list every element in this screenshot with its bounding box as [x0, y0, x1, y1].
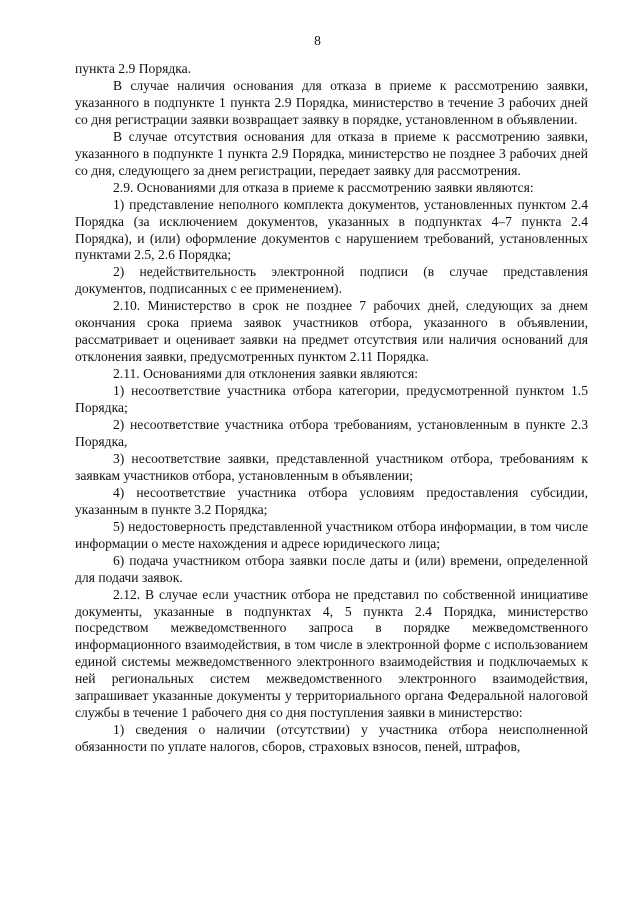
document-body: [75, 61, 588, 756]
paragraph: 6) подача участником отбора заявки после даты и (или) времени, определенной для подачи заявок.: [75, 552, 588, 585]
paragraph: 1) сведения о наличии (отсутствии) у участника отбора неисполненной обязанности по уплате налогов, сборов, страховых взносов, пеней, штрафов,: [75, 722, 588, 755]
paragraph: 2.10. Министерство в срок не позднее 7 рабочих дней, следующих за днем окончания срока приема заявок участников отбора, указанного в объявлении, рассматривает и оценивает заявки на предмет отсутствия или наличия оснований для отклонения заявки, предусмотренных пунктом 2.11 Порядка.: [75, 298, 588, 365]
paragraph: 3) несоответствие заявки, представленной участником отбора, требованиям к заявкам участников отбора, установленным в объявлении;: [75, 450, 588, 483]
paragraph: пункта 2.9 Порядка.: [75, 61, 192, 76]
paragraph: 2) несоответствие участника отбора требованиям, установленным в пункте 2.3 Порядка,: [75, 417, 588, 449]
paragraph: 2.11. Основаниями для отклонения заявки являются:: [113, 366, 418, 382]
paragraph: 5) недостоверность представленной участником отбора информации, в том числе информации о месте нахождения и адресе юридического лица;: [75, 518, 588, 551]
paragraph: 2.9. Основаниями для отказа в приеме к рассмотрению заявки являются:: [113, 179, 534, 195]
paragraph: 1) представление неполного комплекта документов, установленных пунктом 2.4 Порядка (за исключением документов, указанных в подпунктах 4–7 пункта 2.4 Порядка), и (или) оформление документов с нарушением требований, установленных пунктами 2.5, 2.6 Порядка;: [75, 196, 588, 263]
page-number: 8: [314, 33, 321, 48]
paragraph: В случае отсутствия основания для отказа в приеме к рассмотрению заявки, указанного в подпункте 1 пункта 2.9 Порядка, министерство не позднее 3 рабочих дней со дня, следующего за днем регистрации, передает заявку для рассмотрения.: [75, 128, 588, 178]
paragraph: 2.12. В случае если участник отбора не представил по собственной инициативе документы, указанные в подпунктах 4, 5 пункта 2.4 Порядка, министерство посредством межведомственного запроса в порядке межведомственного информационного взаимодействия, в том числе в электронной форме с использованием единой системы межведомственного электронного взаимодействия и подключаемых к ней региональных систем межведомственного электронного взаимодействия, запрашивает указанные документы у территориального органа Федеральной налоговой службы в течение 1 рабочего дня со дня поступления заявки в министерство:: [75, 586, 588, 721]
paragraph: 4) несоответствие участника отбора условиям предоставления субсидии, указанным в пункте 3.2 Порядка;: [75, 484, 588, 517]
paragraph: 1) несоответствие участника отбора категории, предусмотренной пунктом 1.5 Порядка;: [75, 383, 588, 416]
paragraph: В случае наличия основания для отказа в приеме к рассмотрению заявки, указанного в подпункте 1 пункта 2.9 Порядка, министерство в течение 3 рабочих дней со дня регистрации заявки возвращает заявку в порядке, установленном в объявлении.: [75, 77, 588, 127]
paragraph: 2) недействительность электронной подписи (в случае представления документов, подписанных с ее применением).: [75, 264, 588, 297]
